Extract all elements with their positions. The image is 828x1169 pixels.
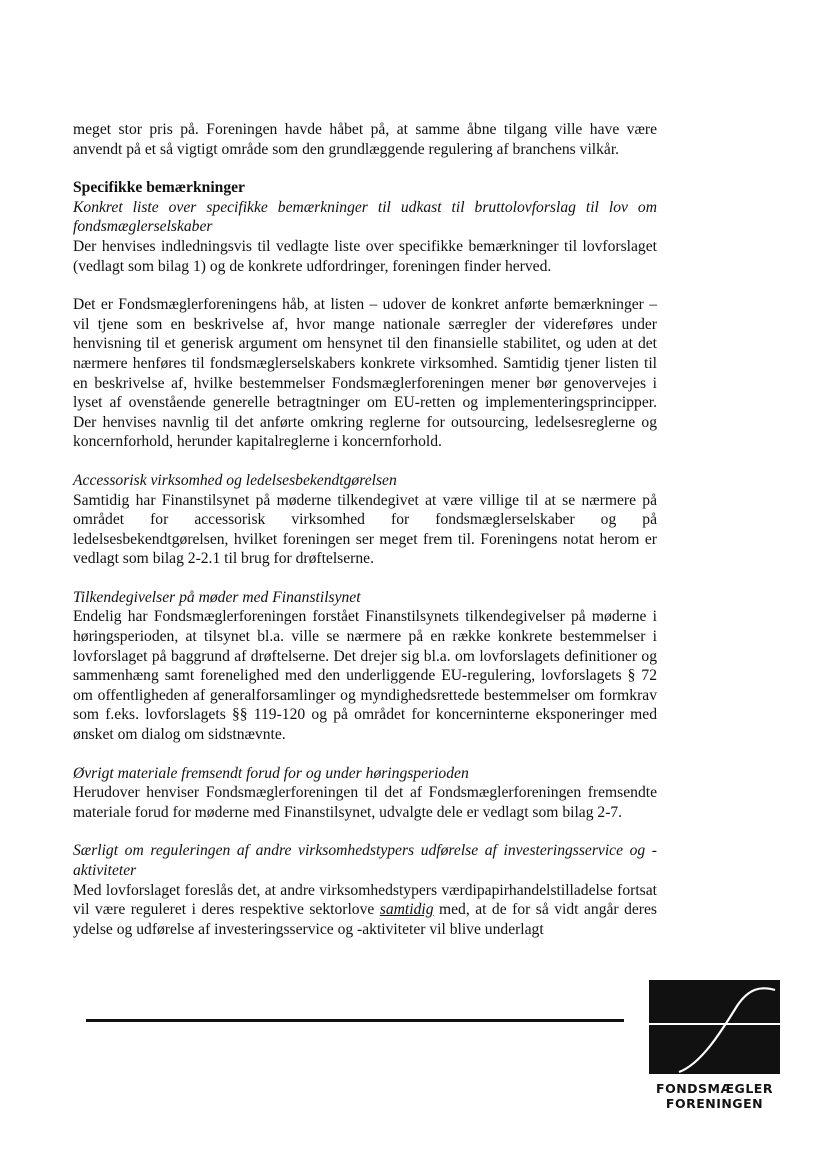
body-text [73,120,657,939]
statements-heading: Tilkendegivelser på møder med Finanstilsynet [73,588,361,606]
special-text-part-b: med, at de for så vidt angår deres ydelse og udførelse af investeringsservice og -aktiviteter vil blive underlagt [73,901,657,938]
footer-rule [86,1019,624,1022]
statements-paragraph: Endelig har Fondsmæglerforeningen forstået Finanstilsynets tilkendegivelser på møderne i høringsperioden, at tilsynet bl.a. ville se nærmere på en række konkrete bestemmelser i lovforslaget på baggrund af drøftelserne. Det drejer sig bl.a. om lovforslagets definitioner og sammenhæng samt forenelighed med den underliggende EU-regulering, lovforslagets § 72 om offentligheden af generalforsamlinger og myndighedsrettede bestemmelser om formkrav som f.eks. lovforslagets §§ 119-120 og på området for koncerninterne eksponeringer med ønsket om dialog om sidstnævnte. [73,608,657,744]
logo-mark-icon [649,980,780,1074]
other-material-heading: Øvrigt materiale fremsendt forud for og under høringsperioden [73,764,469,782]
logo-text-line2: FORENINGEN [665,1096,764,1111]
special-text-emphasis: samtidig [379,901,434,919]
special-regulation-paragraph [73,881,657,940]
section-paragraph-1: Der henvises indledningsvis til vedlagte liste over specifikke bemærkninger til lovforslaget (vedlagt som bilag 1) og de konkrete udfordringer, foreningen finder herved. [73,237,657,275]
fondsmaegler-logo [649,980,780,1116]
special-regulation-heading: Særligt om reguleringen af andre virksomhedstypers udførelse af investeringsservice og -aktiviteter [73,842,657,879]
accessory-heading: Accessorisk virksomhed og ledelsesbekendtgørelsen [73,471,397,489]
intro-paragraph: meget stor pris på. Foreningen havde håbet på, at samme åbne tilgang ville have være anvendt på et så vigtigt område som den grundlæggende regulering af branchens vilkår. [73,121,657,158]
accessory-paragraph: Samtidig har Finanstilsynet på møderne tilkendegivet at være villige til at se nærmere på området for accessorisk virksomhed for fondsmæglerselskaber og på ledelsesbekendtgørelsen, hvilket foreningen ser meget frem til. Foreningens notat herom er vedlagt som bilag 2-2.1 til brug for drøftelserne. [73,491,657,568]
section-paragraph-2: Det er Fondsmæglerforeningens håb, at listen – udover de konkret anførte bemærkninger – vil tjene som en beskrivelse af, hvor mange nationale særregler der videreføres under henvisning til et generisk argument om hensynet til den finansielle stabilitet, og uden at det nærmere henføres til fondsmæglerselskabers konkrete virksomhed. Samtidig tjener listen til en beskrivelse af, hvilke bestemmelser Fondsmæglerforeningen mener bør genovervejes i lyset af ovenstående generelle betragtninger om EU-retten og implementeringsprincipper. Der henvises navnlig til det anførte omkring reglerne for outsourcing, ledelsesreglerne og koncernforhold, herunder kapitalreglerne i koncernforhold. [73,296,657,451]
logo-text-line1: FONDSMÆGLER [656,1081,773,1096]
section-title: Specifikke bemærkninger [73,179,245,197]
section-subtitle: Konkret liste over specifikke bemærkninger til udkast til bruttolovforslag til lov om fondsmæglerselskaber [73,198,657,236]
special-text-part-a: Med lovforslaget foreslås det, at andre virksomhedstypers værdipapirhandelstilladelse fortsat vil være reguleret i deres respektive sektorlove [73,881,657,919]
other-material-paragraph: Herudover henviser Fondsmæglerforeningen til det af Fondsmæglerforeningen fremsendte materiale forud for møderne med Finanstilsynet, udvalgte dele er vedlagt som bilag 2-7. [73,784,657,821]
